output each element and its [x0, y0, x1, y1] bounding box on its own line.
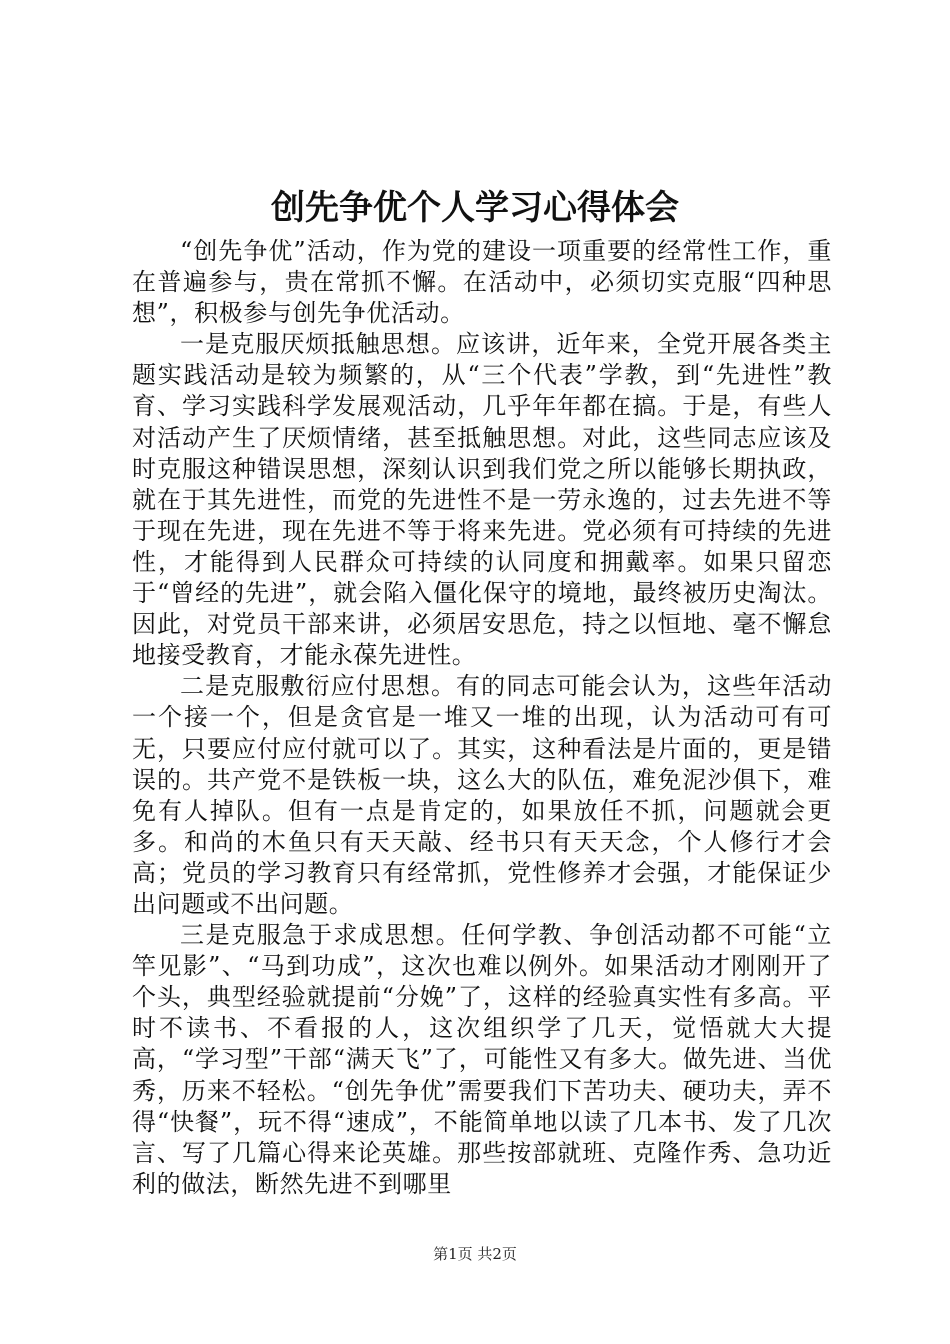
- paragraph-point-one: 一是克服厌烦抵触思想。应该讲，近年来，全党开展各类主题实践活动是较为频繁的，从“三个代表”学教，到“先进性”教育、学习实践科学发展观活动，几乎年年都在搞。于是，有些人对活动产生了厌烦情绪，甚至抵触思想。对此，这些同志应该及时克服这种错误思想，深刻认识到我们党之所以能够长期执政，就在于其先进性，而党的先进性不是一劳永逸的，过去先进不等于现在先进，现在先进不等于将来先进。党必须有可持续的先进性，才能得到人民群众可持续的认同度和拥戴率。如果只留恋于“曾经的先进”，就会陷入僵化保守的境地，最终被历史淘汰。因此，对党员干部来讲，必须居安思危，持之以恒地、毫不懈怠地接受教育，才能永葆先进性。: [132, 330, 832, 670]
- document-body: [132, 236, 832, 1198]
- paragraph-intro: “创先争优”活动，作为党的建设一项重要的经常性工作，重在普遍参与，贵在常抓不懈。在活动中，必须切实克服“四种思想”，积极参与创先争优活动。: [132, 237, 832, 328]
- paragraph-point-two: 二是克服敷衍应付思想。有的同志可能会认为，这些年活动一个接一个，但是贪官是一堆又一堆的出现，认为活动可有可无，只要应付应付就可以了。其实，这种看法是片面的，更是错误的。共产党不是铁板一块，这么大的队伍，难免泥沙俱下，难免有人掉队。但有一点是肯定的，如果放任不抓，问题就会更多。和尚的木鱼只有天天敲、经书只有天天念，个人修行才会高；党员的学习教育只有经常抓，党性修养才会强，才能保证少出问题或不出问题。: [132, 672, 832, 918]
- document-title: 创先争优个人学习心得体会: [271, 188, 679, 228]
- paragraph-point-three: 三是克服急于求成思想。任何学教、争创活动都不可能“立竿见影”、“马到功成”，这次也难以例外。如果活动才刚刚开了个头，典型经验就提前“分娩”了，这样的经验真实性有多高。平时不读书、不看报的人，这次组织学了几天，觉悟就大大提高，“学习型”干部“满天飞”了，可能性又有多大。做先进、当优秀，历来不轻松。“创先争优”需要我们下苦功夫、硬功夫，弄不得“快餐”，玩不得“速成”，不能简单地以读了几本书、发了几次言、写了几篇心得来论英雄。那些按部就班、克隆作秀、急功近利的做法，断然先进不到哪里: [132, 921, 832, 1198]
- page-footer: 第1页 共2页: [433, 1245, 517, 1263]
